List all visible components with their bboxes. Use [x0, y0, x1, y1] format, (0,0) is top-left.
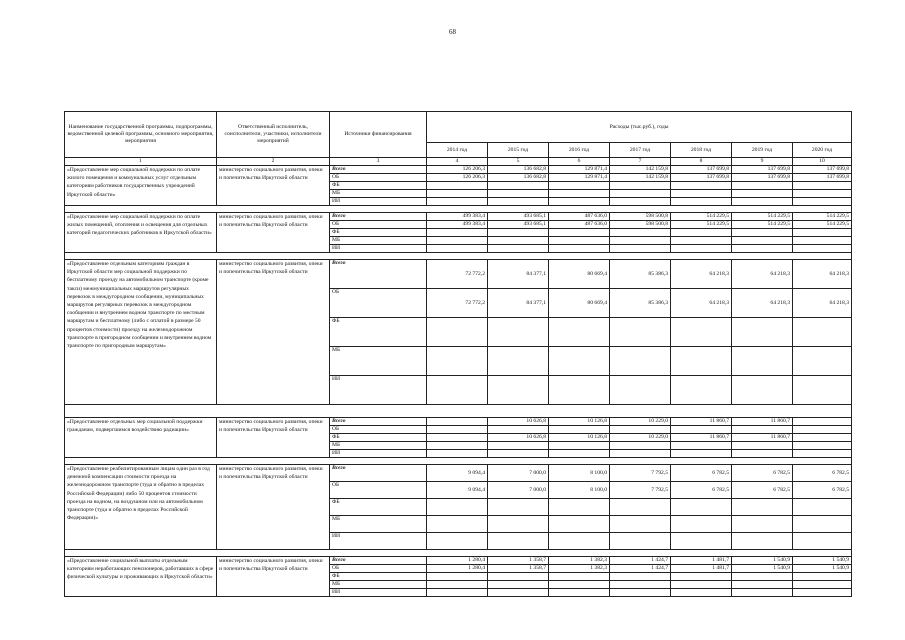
- value-cell: [488, 516, 549, 533]
- value-cell: [610, 229, 671, 237]
- value-cell: 1 280,4: [427, 557, 488, 565]
- header-expenses: Расходы (тыс.руб.), годы: [427, 112, 852, 143]
- header-sources: Источники финансирования: [330, 112, 427, 158]
- value-cell: 10 126,8: [549, 418, 610, 426]
- value-cell: 1 540,9: [732, 557, 793, 565]
- value-cell: 1 382,3: [549, 565, 610, 573]
- value-cell: 514 229,5: [793, 221, 852, 229]
- value-cell: 129 871,4: [549, 174, 610, 182]
- value-cell: [427, 516, 488, 533]
- value-cell: [610, 426, 671, 434]
- value-cell: 6 782,5: [732, 482, 793, 499]
- spacer-cell: [65, 405, 852, 418]
- value-cell: [793, 589, 852, 597]
- value-cell: [549, 499, 610, 516]
- row-executor: министерство социального развития, опеки и попечительства Иркутской области: [217, 213, 330, 253]
- value-cell: [488, 198, 549, 206]
- value-cell: 137 699,8: [732, 166, 793, 174]
- value-cell: 499 383,4: [427, 221, 488, 229]
- value-cell: [671, 190, 732, 198]
- value-cell: [610, 190, 671, 198]
- value-cell: 1 540,9: [732, 565, 793, 573]
- spacer-cell: [65, 253, 852, 260]
- value-cell: 7 000,0: [488, 465, 549, 482]
- value-cell: [427, 318, 488, 347]
- value-cell: [793, 499, 852, 516]
- value-cell: [427, 589, 488, 597]
- value-cell: [488, 318, 549, 347]
- value-cell: 64 218,3: [671, 260, 732, 289]
- value-cell: [610, 450, 671, 458]
- source-label: ОБ: [330, 565, 427, 573]
- value-cell: [549, 237, 610, 245]
- value-cell: [549, 318, 610, 347]
- value-cell: 7 792,5: [610, 465, 671, 482]
- value-cell: 598 500,8: [610, 221, 671, 229]
- value-cell: [793, 426, 852, 434]
- index-cell: 1: [65, 158, 217, 166]
- header-year: 2018 год: [671, 143, 732, 158]
- value-cell: [732, 376, 793, 405]
- value-cell: [427, 376, 488, 405]
- value-cell: [549, 182, 610, 190]
- source-label: МБ: [330, 347, 427, 376]
- value-cell: 6 782,5: [732, 465, 793, 482]
- value-cell: 493 685,1: [488, 213, 549, 221]
- index-cell: 4: [427, 158, 488, 166]
- source-label: ИИ: [330, 589, 427, 597]
- value-cell: 6 782,5: [671, 465, 732, 482]
- value-cell: [427, 190, 488, 198]
- value-cell: 6 782,5: [793, 482, 852, 499]
- value-cell: [732, 190, 793, 198]
- value-cell: [610, 376, 671, 405]
- value-cell: [549, 229, 610, 237]
- value-cell: 487 636,0: [549, 221, 610, 229]
- value-cell: [671, 589, 732, 597]
- value-cell: [549, 426, 610, 434]
- value-cell: 8 100,0: [549, 465, 610, 482]
- page-number: 68: [449, 28, 456, 36]
- index-cell: 3: [330, 158, 427, 166]
- source-label: ОБ: [330, 174, 427, 182]
- value-cell: 499 383,4: [427, 213, 488, 221]
- row-executor: министерство социального развития, опеки и попечительства Иркутской области: [217, 418, 330, 458]
- index-cell: 10: [793, 158, 852, 166]
- source-label: ФБ: [330, 182, 427, 190]
- value-cell: [671, 573, 732, 581]
- value-cell: 1 280,4: [427, 565, 488, 573]
- spacer-cell: [65, 550, 852, 557]
- value-cell: [488, 229, 549, 237]
- value-cell: [671, 426, 732, 434]
- value-cell: 142 159,8: [610, 174, 671, 182]
- value-cell: [610, 589, 671, 597]
- value-cell: [427, 245, 488, 253]
- value-cell: 493 685,1: [488, 221, 549, 229]
- value-cell: 514 229,5: [671, 213, 732, 221]
- source-label: ОБ: [330, 482, 427, 499]
- value-cell: 1 382,3: [549, 557, 610, 565]
- source-label: Всего: [330, 465, 427, 482]
- value-cell: 7 792,5: [610, 482, 671, 499]
- value-cell: 129 871,4: [549, 166, 610, 174]
- value-cell: [732, 589, 793, 597]
- source-label: ФБ: [330, 229, 427, 237]
- value-cell: [671, 182, 732, 190]
- value-cell: [793, 533, 852, 550]
- row-name: «Предоставление мер социальной поддержки по оплате жилого помещения и коммунальных услуг отдельным категориям работников государственных учреждений Иркутской области»: [65, 166, 217, 206]
- value-cell: 10 626,8: [488, 434, 549, 442]
- source-label: МБ: [330, 190, 427, 198]
- value-cell: [488, 182, 549, 190]
- value-cell: [732, 516, 793, 533]
- value-cell: 6 782,5: [671, 482, 732, 499]
- value-cell: 10 126,8: [549, 434, 610, 442]
- row-name: «Предоставление реабилитированным лицам один раз в год денежной компенсации стоимости проезда на железнодорожном транспорте (туда и обратно в пределах Российской Федерации) либо 50 процентов стоимости проезда на водном, на воздушном или на автомобильном транспорте (туда и обратно в пределах Российской Федерации)»: [65, 465, 217, 550]
- expenses-table: [64, 111, 852, 597]
- value-cell: [549, 198, 610, 206]
- index-cell: 8: [671, 158, 732, 166]
- value-cell: [732, 347, 793, 376]
- table-row: [65, 465, 852, 482]
- index-cell: 6: [549, 158, 610, 166]
- value-cell: 11 860,7: [671, 418, 732, 426]
- value-cell: [488, 376, 549, 405]
- value-cell: [488, 499, 549, 516]
- value-cell: [793, 198, 852, 206]
- value-cell: 514 229,5: [732, 213, 793, 221]
- source-label: ФБ: [330, 573, 427, 581]
- value-cell: 1 540,9: [793, 565, 852, 573]
- source-label: ИИ: [330, 376, 427, 405]
- value-cell: [427, 237, 488, 245]
- value-cell: [671, 516, 732, 533]
- value-cell: [610, 581, 671, 589]
- value-cell: [549, 245, 610, 253]
- value-cell: [488, 190, 549, 198]
- table-row: [65, 557, 852, 565]
- value-cell: [549, 450, 610, 458]
- value-cell: [793, 318, 852, 347]
- value-cell: 1 481,7: [671, 557, 732, 565]
- source-label: ОБ: [330, 289, 427, 318]
- value-cell: 514 229,5: [671, 221, 732, 229]
- value-cell: [427, 426, 488, 434]
- value-cell: [427, 533, 488, 550]
- value-cell: [427, 229, 488, 237]
- value-cell: [427, 434, 488, 442]
- source-label: ИИ: [330, 450, 427, 458]
- value-cell: 514 229,5: [732, 221, 793, 229]
- value-cell: [732, 182, 793, 190]
- value-cell: 85 386,3: [610, 260, 671, 289]
- value-cell: [427, 573, 488, 581]
- value-cell: [671, 450, 732, 458]
- value-cell: [793, 237, 852, 245]
- index-cell: 7: [610, 158, 671, 166]
- value-cell: [610, 245, 671, 253]
- value-cell: [732, 237, 793, 245]
- value-cell: [549, 581, 610, 589]
- value-cell: [793, 376, 852, 405]
- table-row: [65, 418, 852, 426]
- value-cell: [427, 450, 488, 458]
- value-cell: [549, 442, 610, 450]
- value-cell: [427, 198, 488, 206]
- value-cell: [610, 442, 671, 450]
- value-cell: [671, 229, 732, 237]
- value-cell: 80 669,4: [549, 289, 610, 318]
- value-cell: [549, 533, 610, 550]
- value-cell: [427, 347, 488, 376]
- value-cell: [793, 418, 852, 426]
- row-name: «Предоставление отдельным категориям граждан в Иркутской области мер социальной поддержки по бесплатному проезду на автомобильном транспорте (кроме такси) межмуниципальных маршрутов регулярных перевозок в междугородном сообщении, муниципальных маршрутов регулярных перевозок в междугородном сообщении и внутреннем водном транспорте по местным маршрутам и бесплатному (либо с оплатой в размере 50 процентов стоимости) проезду на железнодорожном транспорте в пригородном сообщении и внутреннем водном транспорте по пригородным маршрутам»: [65, 260, 217, 405]
- value-cell: 10 229,0: [610, 418, 671, 426]
- value-cell: 84 377,1: [488, 260, 549, 289]
- value-cell: 137 699,8: [793, 174, 852, 182]
- value-cell: [671, 581, 732, 589]
- value-cell: 10 626,8: [488, 418, 549, 426]
- source-label: МБ: [330, 516, 427, 533]
- source-label: МБ: [330, 581, 427, 589]
- value-cell: [488, 589, 549, 597]
- value-cell: 9 094,4: [427, 482, 488, 499]
- value-cell: 137 699,8: [732, 174, 793, 182]
- block-spacer: [65, 405, 852, 418]
- value-cell: [488, 347, 549, 376]
- value-cell: 7 000,0: [488, 482, 549, 499]
- block-spacer: [65, 253, 852, 260]
- value-cell: 1 424,7: [610, 565, 671, 573]
- header-year: 2015 год: [488, 143, 549, 158]
- value-cell: [427, 182, 488, 190]
- value-cell: [549, 190, 610, 198]
- value-cell: [610, 237, 671, 245]
- index-cell: 5: [488, 158, 549, 166]
- spacer-cell: [65, 458, 852, 465]
- value-cell: 64 218,3: [732, 289, 793, 318]
- row-executor: министерство социального развития, опеки и попечительства Иркутской области: [217, 260, 330, 405]
- value-cell: 137 699,8: [671, 174, 732, 182]
- value-cell: [732, 245, 793, 253]
- value-cell: [732, 499, 793, 516]
- value-cell: [793, 450, 852, 458]
- value-cell: [671, 245, 732, 253]
- value-cell: [671, 237, 732, 245]
- value-cell: [671, 347, 732, 376]
- value-cell: [488, 426, 549, 434]
- value-cell: [671, 499, 732, 516]
- value-cell: [793, 182, 852, 190]
- value-cell: [549, 589, 610, 597]
- value-cell: [793, 347, 852, 376]
- value-cell: [793, 516, 852, 533]
- value-cell: [793, 245, 852, 253]
- header-executor: Ответственный исполнитель, соисполнители, участники, исполнители мероприятий: [217, 112, 330, 158]
- value-cell: 80 669,4: [549, 260, 610, 289]
- header-year: 2020 год: [793, 143, 852, 158]
- row-executor: министерство социального развития, опеки и попечительства Иркутской области: [217, 465, 330, 550]
- value-cell: 6 782,5: [793, 465, 852, 482]
- block-spacer: [65, 458, 852, 465]
- value-cell: [732, 573, 793, 581]
- value-cell: [427, 499, 488, 516]
- value-cell: 126 206,3: [427, 166, 488, 174]
- source-label: Всего: [330, 166, 427, 174]
- value-cell: [610, 198, 671, 206]
- value-cell: 85 386,3: [610, 289, 671, 318]
- value-cell: [488, 450, 549, 458]
- value-cell: 8 100,0: [549, 482, 610, 499]
- header-year: 2014 год: [427, 143, 488, 158]
- value-cell: 1 358,7: [488, 565, 549, 573]
- value-cell: [732, 198, 793, 206]
- spacer-cell: [65, 206, 852, 213]
- value-cell: 598 500,8: [610, 213, 671, 221]
- header-year: 2016 год: [549, 143, 610, 158]
- value-cell: [610, 182, 671, 190]
- value-cell: [488, 573, 549, 581]
- source-label: ОБ: [330, 426, 427, 434]
- value-cell: [427, 581, 488, 589]
- value-cell: 136 682,8: [488, 166, 549, 174]
- value-cell: [488, 237, 549, 245]
- value-cell: [732, 229, 793, 237]
- value-cell: 1 540,9: [793, 557, 852, 565]
- value-cell: 487 636,0: [549, 213, 610, 221]
- block-spacer: [65, 550, 852, 557]
- value-cell: [793, 434, 852, 442]
- source-label: ОБ: [330, 221, 427, 229]
- source-label: Всего: [330, 557, 427, 565]
- value-cell: 64 218,3: [793, 260, 852, 289]
- value-cell: [732, 442, 793, 450]
- value-cell: [671, 376, 732, 405]
- source-label: ФБ: [330, 499, 427, 516]
- block-spacer: [65, 206, 852, 213]
- value-cell: 10 229,0: [610, 434, 671, 442]
- value-cell: 64 218,3: [671, 289, 732, 318]
- value-cell: [610, 516, 671, 533]
- value-cell: 72 772,2: [427, 260, 488, 289]
- table-body: [65, 166, 852, 597]
- value-cell: 126 206,3: [427, 174, 488, 182]
- value-cell: [488, 245, 549, 253]
- value-cell: [610, 499, 671, 516]
- value-cell: [732, 450, 793, 458]
- value-cell: 142 159,8: [610, 166, 671, 174]
- source-label: Всего: [330, 418, 427, 426]
- header-year: 2019 год: [732, 143, 793, 158]
- value-cell: [549, 376, 610, 405]
- value-cell: [732, 426, 793, 434]
- value-cell: [549, 573, 610, 581]
- value-cell: [793, 573, 852, 581]
- row-name: «Предоставление отдельных мер социальной поддержки гражданам, подвергшимся воздействию радиации»: [65, 418, 217, 458]
- header-name: Наименование государственной программы, подпрограммы, ведомственной целевой программы, основного мероприятия, мероприятия: [65, 112, 217, 158]
- value-cell: 137 699,8: [671, 166, 732, 174]
- value-cell: [732, 318, 793, 347]
- value-cell: [427, 418, 488, 426]
- row-name: «Предоставление социальной выплаты отдельным категориям неработающих пенсионеров, работавших в сфере физической культуры и проживающих в Иркутской области»: [65, 557, 217, 597]
- value-cell: 1 358,7: [488, 557, 549, 565]
- value-cell: [671, 533, 732, 550]
- source-label: ФБ: [330, 318, 427, 347]
- value-cell: [732, 533, 793, 550]
- value-cell: 514 229,5: [793, 213, 852, 221]
- source-label: Всего: [330, 260, 427, 289]
- value-cell: 72 772,2: [427, 289, 488, 318]
- index-cell: 9: [732, 158, 793, 166]
- value-cell: [610, 318, 671, 347]
- source-label: МБ: [330, 237, 427, 245]
- source-label: Всего: [330, 213, 427, 221]
- value-cell: [610, 347, 671, 376]
- value-cell: 136 682,8: [488, 174, 549, 182]
- value-cell: [793, 442, 852, 450]
- value-cell: [793, 190, 852, 198]
- row-name: «Предоставление мер социальной поддержки по оплате жилых помещений, отопления и освещения для отдельных категорий педагогических работников в Иркутской области»: [65, 213, 217, 253]
- value-cell: [732, 581, 793, 589]
- value-cell: [610, 533, 671, 550]
- value-cell: 1 481,7: [671, 565, 732, 573]
- value-cell: [549, 347, 610, 376]
- source-label: ФБ: [330, 434, 427, 442]
- value-cell: [793, 229, 852, 237]
- index-cell: 2: [217, 158, 330, 166]
- value-cell: 9 094,4: [427, 465, 488, 482]
- value-cell: [488, 442, 549, 450]
- header-year: 2017 год: [610, 143, 671, 158]
- value-cell: 64 218,3: [793, 289, 852, 318]
- value-cell: [671, 318, 732, 347]
- value-cell: 11 860,7: [732, 418, 793, 426]
- value-cell: 64 218,3: [732, 260, 793, 289]
- source-label: ИИ: [330, 533, 427, 550]
- value-cell: [610, 573, 671, 581]
- row-executor: министерство социального развития, опеки и попечительства Иркутской области: [217, 557, 330, 597]
- value-cell: [488, 533, 549, 550]
- source-label: ИИ: [330, 245, 427, 253]
- value-cell: 137 699,8: [793, 166, 852, 174]
- source-label: ИИ: [330, 198, 427, 206]
- row-executor: министерство социального развития, опеки и попечительства Иркутской области: [217, 166, 330, 206]
- value-cell: 84 377,1: [488, 289, 549, 318]
- value-cell: 1 424,7: [610, 557, 671, 565]
- table-row: [65, 166, 852, 174]
- value-cell: [671, 198, 732, 206]
- value-cell: [671, 442, 732, 450]
- table-row: [65, 260, 852, 289]
- source-label: МБ: [330, 442, 427, 450]
- value-cell: [793, 581, 852, 589]
- value-cell: [549, 516, 610, 533]
- value-cell: 11 860,7: [732, 434, 793, 442]
- value-cell: 11 860,7: [671, 434, 732, 442]
- value-cell: [427, 442, 488, 450]
- value-cell: [488, 581, 549, 589]
- table-row: [65, 213, 852, 221]
